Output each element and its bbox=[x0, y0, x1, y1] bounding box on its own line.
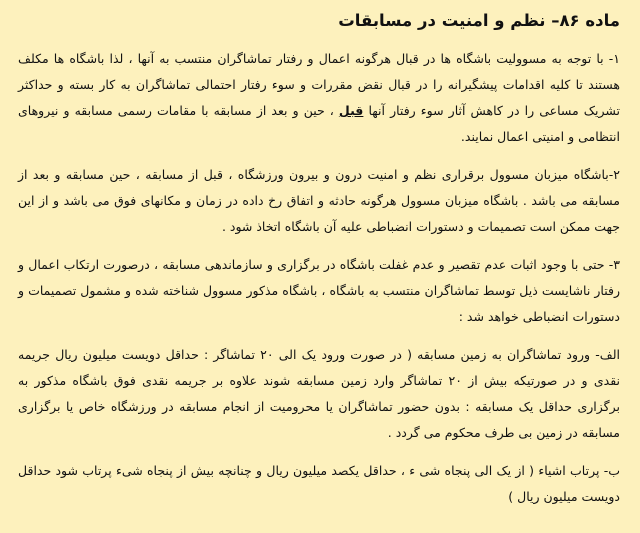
clause-1 bbox=[18, 46, 620, 150]
clause-1-text-end: ، حین و بعد از مسابقه با مقامات رسمی مسابقه و نیروهای انتظامی و امنیتی اعمال نمایند. bbox=[18, 103, 620, 144]
clause-1-text-start: ۱- با توجه به مسوولیت باشگاه ها در قبال هرگونه اعمال و رفتار تماشاگران منتسب به آنها ، لذا باشگاه ها مکلف هستند تا کلیه اقدامات پیشگیرانه را در قبال نقض مقررات و سوء رفتار احتمالی تماشاگران به کار بسته و حداکثر تشریک مساعی را در کاهش آثار سوء رفتار آنها bbox=[18, 51, 621, 118]
underlined-word: قبل bbox=[338, 103, 364, 118]
clause-2: ۲-باشگاه میزبان مسوول برقراری نظم و امنیت درون و بیرون ورزشگاه ، قبل از مسابقه ، حین مسابقه و بعد از مسابقه می باشد . باشگاه میزبان مسوول هرگونه حادثه و اتفاق رخ داده در زمان و مکانهای فوق می باشد و از این جهت ممکن است تصمیمات و دستورات انضباطی علیه آن باشگاه اتخاذ شود . bbox=[18, 167, 620, 234]
clause-alef: الف- ورود تماشاگران به زمین مسابقه ( در صورت ورود یک الی ۲۰ تماشاگر : حداقل دویست میلیون ریال جریمه نقدی و در صورتیکه بیش از ۲۰ تماشاگر وارد زمین مسابقه شوند علاوه بر جریمه نقدی فوق باشگاه مذکور به برگزاری حداقل یک مسابقه : بدون حضور تماشاگران یا محرومیت از انجام مسابقه در ورزشگاه خاص یا برگزاری مسابقه در زمین بی طرف محکوم می گردد . bbox=[18, 347, 620, 440]
clause-3: ۳- حتی با وجود اثبات عدم تقصیر و عدم غفلت باشگاه در برگزاری و سازماندهی مسابقه ، درصورت ارتکاب اعمال و رفتار ناشایست ذیل توسط تماشاگران منتسب به باشگاه ، باشگاه مذکور مسوول شناخته شده و مشمول تصمیمات و دستورات انضباطی خواهد شد : bbox=[18, 257, 620, 324]
article-title: ماده ۸۶– نظم و امنیت در مسابقات bbox=[338, 11, 620, 30]
clause-be: ب- پرتاب اشیاء ( از یک الی پنجاه شی ء ، حداقل یکصد میلیون ریال و چنانچه بیش از پنجاه شیء پرتاب شود حداقل دویست میلیون ریال ) bbox=[18, 463, 620, 504]
